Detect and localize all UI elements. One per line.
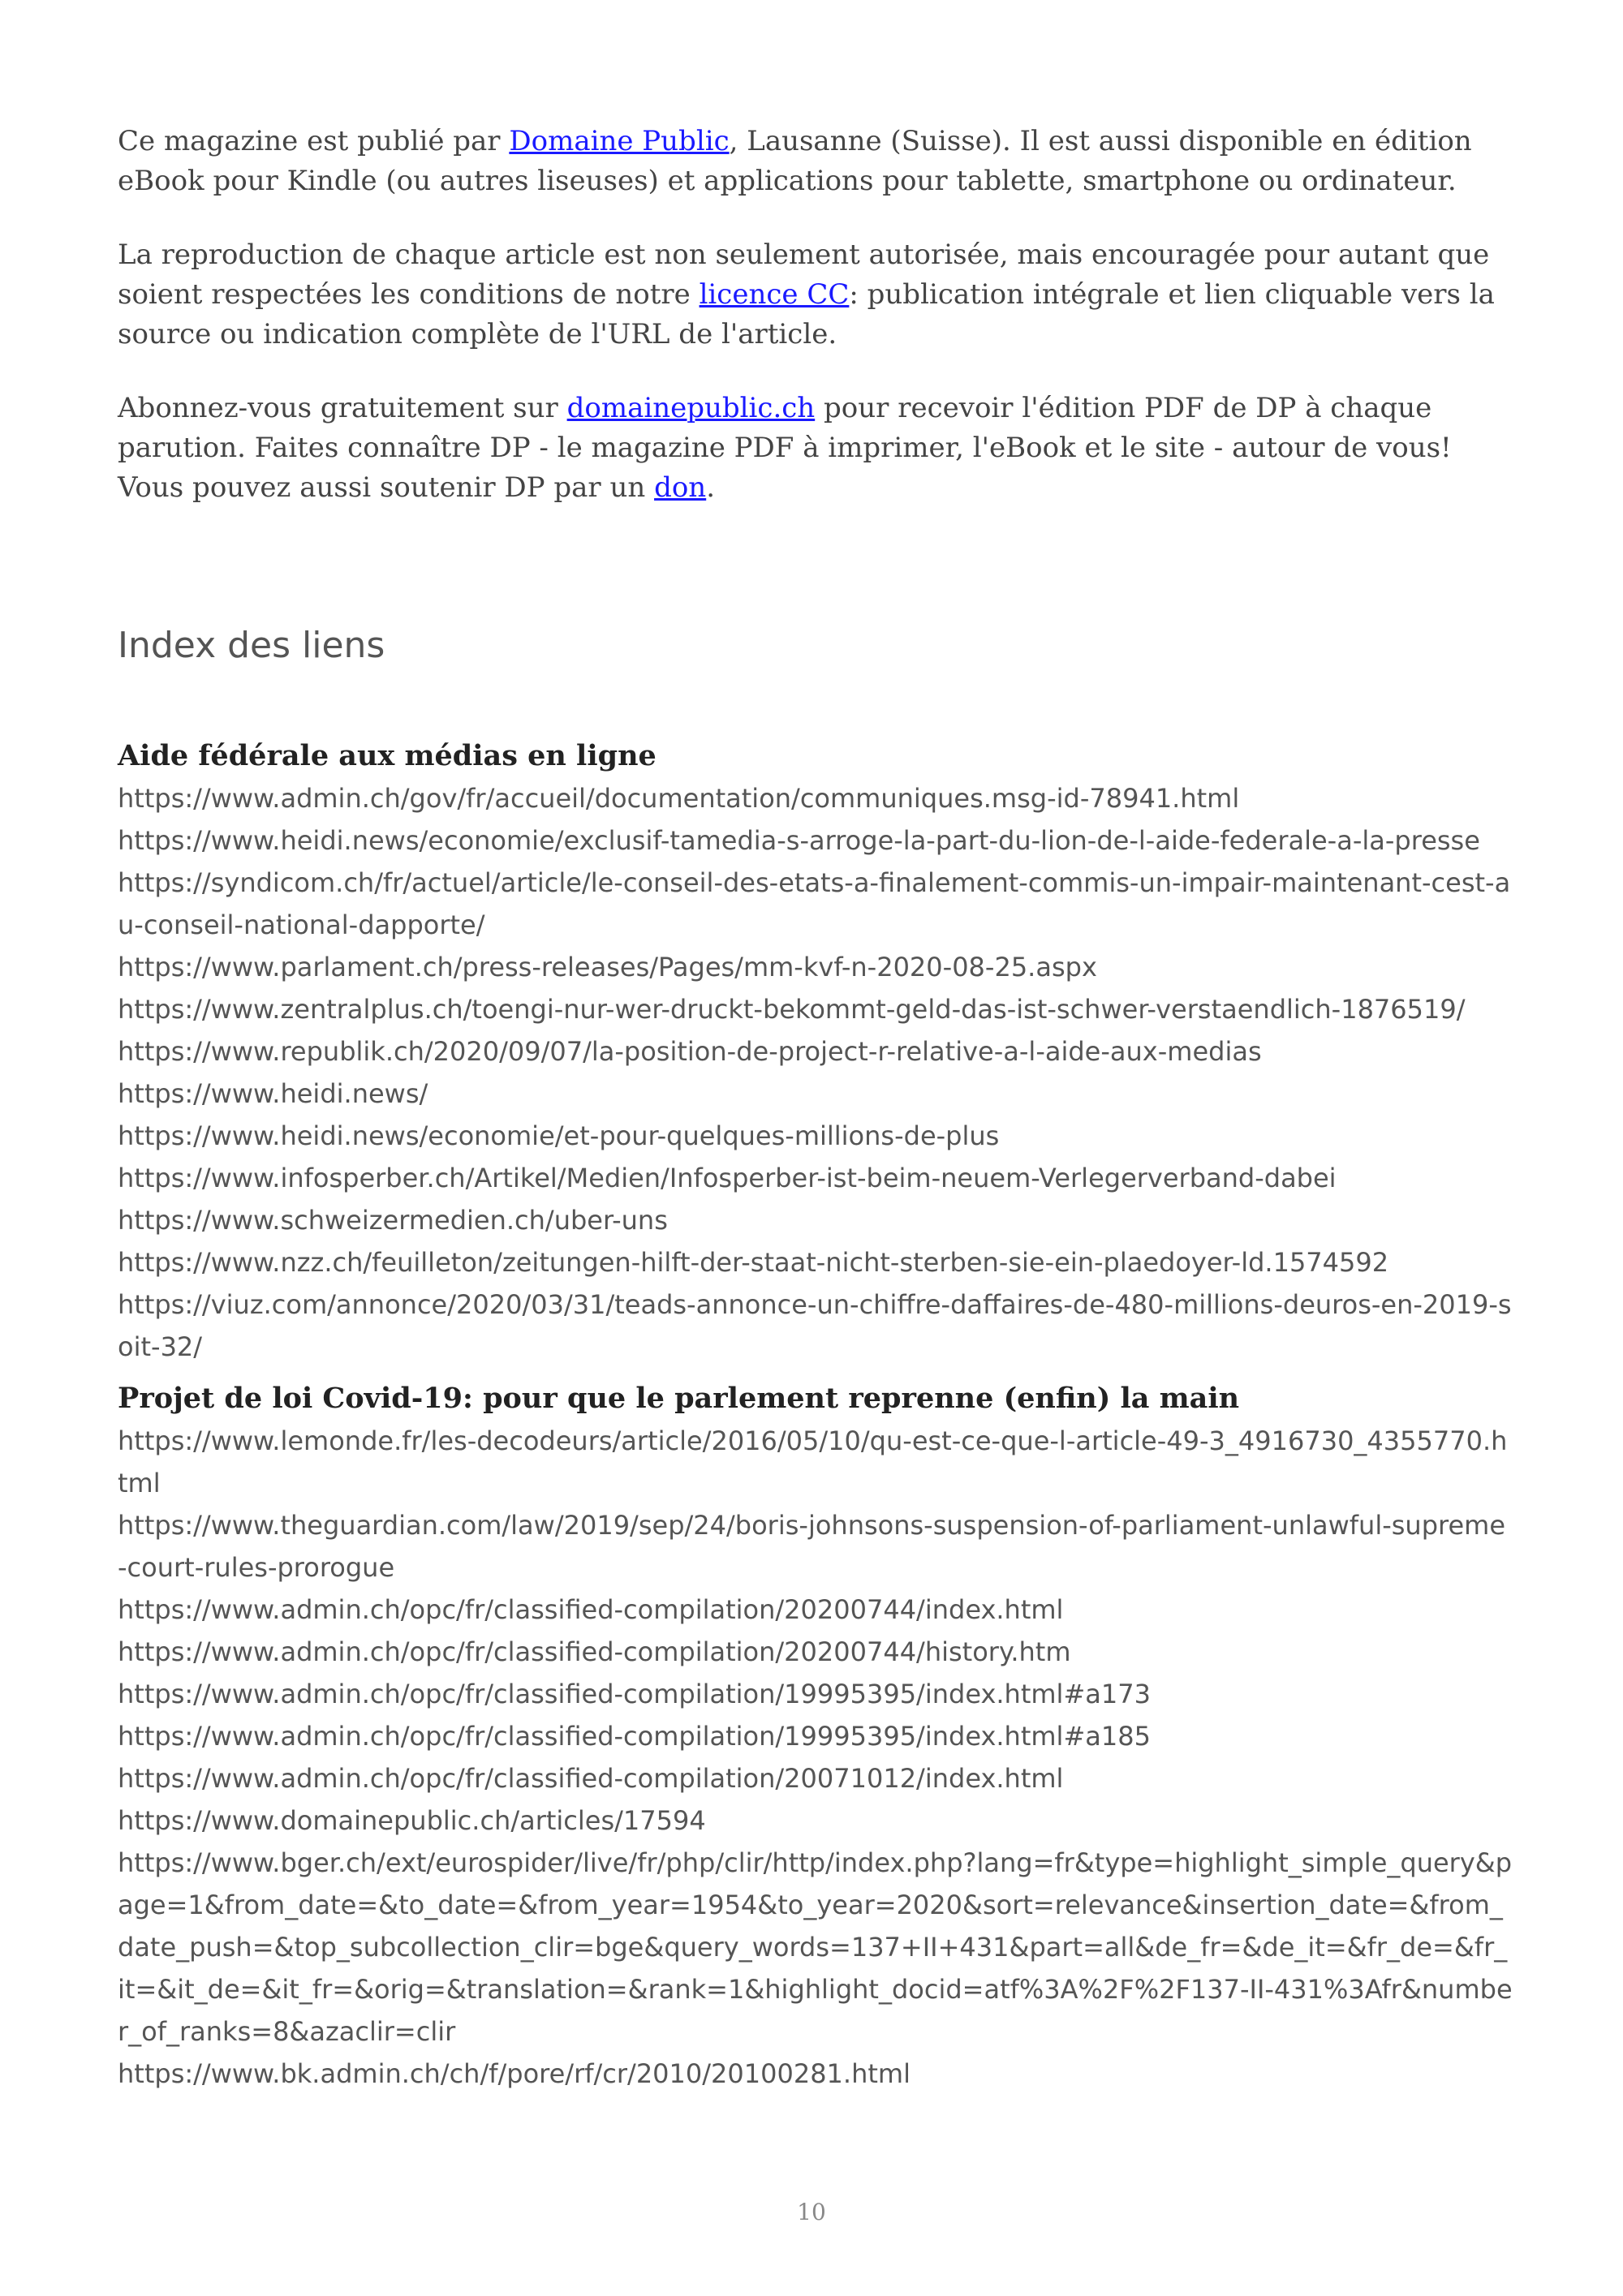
publisher-text-end: , Lausanne (Suisse). Il est aussi disponible en édition eBook pour Kindle (ou autres liseuses) et applications pour tablette, smartphone ou ordinateur. xyxy=(118,125,1472,197)
link-item[interactable]: https://www.infosperber.ch/Artikel/Medien/Infosperber-ist-beim-neuem-Verlegerverband-dabei xyxy=(118,1163,1337,1193)
link-item[interactable]: https://www.admin.ch/opc/fr/classified-compilation/20071012/index.html xyxy=(118,1763,1064,1794)
link-item[interactable]: https://www.nzz.ch/feuilleton/zeitungen-hilft-der-staat-nicht-sterben-sie-ein-plaedoyer-ld.1574592 xyxy=(118,1247,1389,1278)
domainepublic-link[interactable]: domainepublic.ch xyxy=(566,392,816,424)
link-item[interactable]: https://www.heidi.news/ xyxy=(118,1078,428,1109)
subscribe-text-middle: pour recevoir l'édition PDF de DP à chaque parution. Faites connaître DP - le magazine PDF à imprimer, l'eBook et le site - autour de vous! Vous pouvez aussi soutenir DP par un xyxy=(118,392,1452,504)
section-title: Aide fédérale aux médias en ligne xyxy=(118,739,657,772)
link-item[interactable]: https://www.bk.admin.ch/ch/f/pore/rf/cr/2010/20100281.html xyxy=(118,2058,911,2089)
reproduction-text-start: La reproduction de chaque article est non seulement autorisée, mais encouragée pour autant que soient respectées les conditions de notre xyxy=(118,239,1490,311)
subscribe-text-end: . xyxy=(706,471,716,504)
reproduction-paragraph xyxy=(118,235,1513,355)
index-title: Index des liens xyxy=(118,625,385,666)
link-item[interactable]: https://www.heidi.news/economie/et-pour-quelques-millions-de-plus xyxy=(118,1120,1000,1151)
link-item[interactable]: https://syndicom.ch/fr/actuel/article/le-conseil-des-etats-a-finalement-commis-un-impair-maintenant-cest-au-conseil-national-dapporte/ xyxy=(118,867,1511,940)
publisher-paragraph xyxy=(118,122,1513,201)
link-item[interactable]: https://www.admin.ch/gov/fr/accueil/documentation/communiques.msg-id-78941.html xyxy=(118,783,1240,814)
page-number: 10 xyxy=(797,2199,826,2225)
don-link[interactable]: don xyxy=(654,471,707,504)
page-content xyxy=(118,122,1513,2095)
link-item[interactable]: https://www.theguardian.com/law/2019/sep/24/boris-johnsons-suspension-of-parliament-unlawful-supreme-court-rules-prorogue xyxy=(118,1510,1506,1583)
link-item[interactable]: https://www.admin.ch/opc/fr/classified-compilation/19995395/index.html#a173 xyxy=(118,1679,1151,1709)
section-aide-medias xyxy=(118,735,1513,1368)
reproduction-text-end: : publication intégrale et lien cliquable vers la source ou indication complète de l'URL de l'article. xyxy=(118,278,1495,350)
link-item[interactable]: https://www.heidi.news/economie/exclusif-tamedia-s-arroge-la-part-du-lion-de-l-aide-federale-a-la-presse xyxy=(118,825,1480,856)
link-list xyxy=(118,777,1513,1368)
link-item[interactable]: https://viuz.com/annonce/2020/03/31/teads-annonce-un-chiffre-daffaires-de-480-millions-deuros-en-2019-soit-32/ xyxy=(118,1289,1512,1362)
licence-cc-link[interactable]: licence CC xyxy=(699,278,850,311)
link-item[interactable]: https://www.bger.ch/ext/eurospider/live/fr/php/clir/http/index.php?lang=fr&type=highlight_simple_query&page=1&from_date=&to_date=&from_year=1954&to_year=2020&sort=relevance&insertion_date=&from_date_push=&top_subcollection_clir=bge&query_words=137+II+431&part=all&de_fr=&de_it=&fr_de=&fr_it=&it_de=&it_fr=&orig=&translation=&rank=1&highlight_docid=atf%3A%2F%2F137-II-431%3Afr&number_of_ranks=8&azaclir=clir xyxy=(118,1847,1513,2047)
link-item[interactable]: https://www.schweizermedien.ch/uber-uns xyxy=(118,1205,668,1236)
subscribe-paragraph xyxy=(118,389,1513,508)
link-item[interactable]: https://www.lemonde.fr/les-decodeurs/article/2016/05/10/qu-est-ce-que-l-article-49-3_4916730_4355770.html xyxy=(118,1425,1508,1498)
link-item[interactable]: https://www.domainepublic.ch/articles/17594 xyxy=(118,1805,706,1836)
domaine-public-link[interactable]: Domaine Public xyxy=(509,125,730,157)
link-item[interactable]: https://www.admin.ch/opc/fr/classified-compilation/20200744/index.html xyxy=(118,1594,1064,1625)
link-item[interactable]: https://www.republik.ch/2020/09/07/la-position-de-project-r-relative-a-l-aide-aux-medias xyxy=(118,1036,1262,1067)
section-title: Projet de loi Covid-19: pour que le parlement reprenne (enfin) la main xyxy=(118,1382,1240,1415)
link-item[interactable]: https://www.admin.ch/opc/fr/classified-compilation/19995395/index.html#a185 xyxy=(118,1721,1151,1752)
link-item[interactable]: https://www.parlament.ch/press-releases/Pages/mm-kvf-n-2020-08-25.aspx xyxy=(118,952,1097,982)
link-list xyxy=(118,1420,1513,2095)
link-item[interactable]: https://www.admin.ch/opc/fr/classified-compilation/20200744/history.htm xyxy=(118,1636,1071,1667)
publisher-text-start: Ce magazine est publié par xyxy=(118,125,510,157)
link-item[interactable]: https://www.zentralplus.ch/toengi-nur-wer-druckt-bekommt-geld-das-ist-schwer-verstaendlich-1876519/ xyxy=(118,994,1466,1025)
subscribe-text-start: Abonnez-vous gratuitement sur xyxy=(118,392,567,424)
section-projet-loi-covid xyxy=(118,1378,1513,2095)
